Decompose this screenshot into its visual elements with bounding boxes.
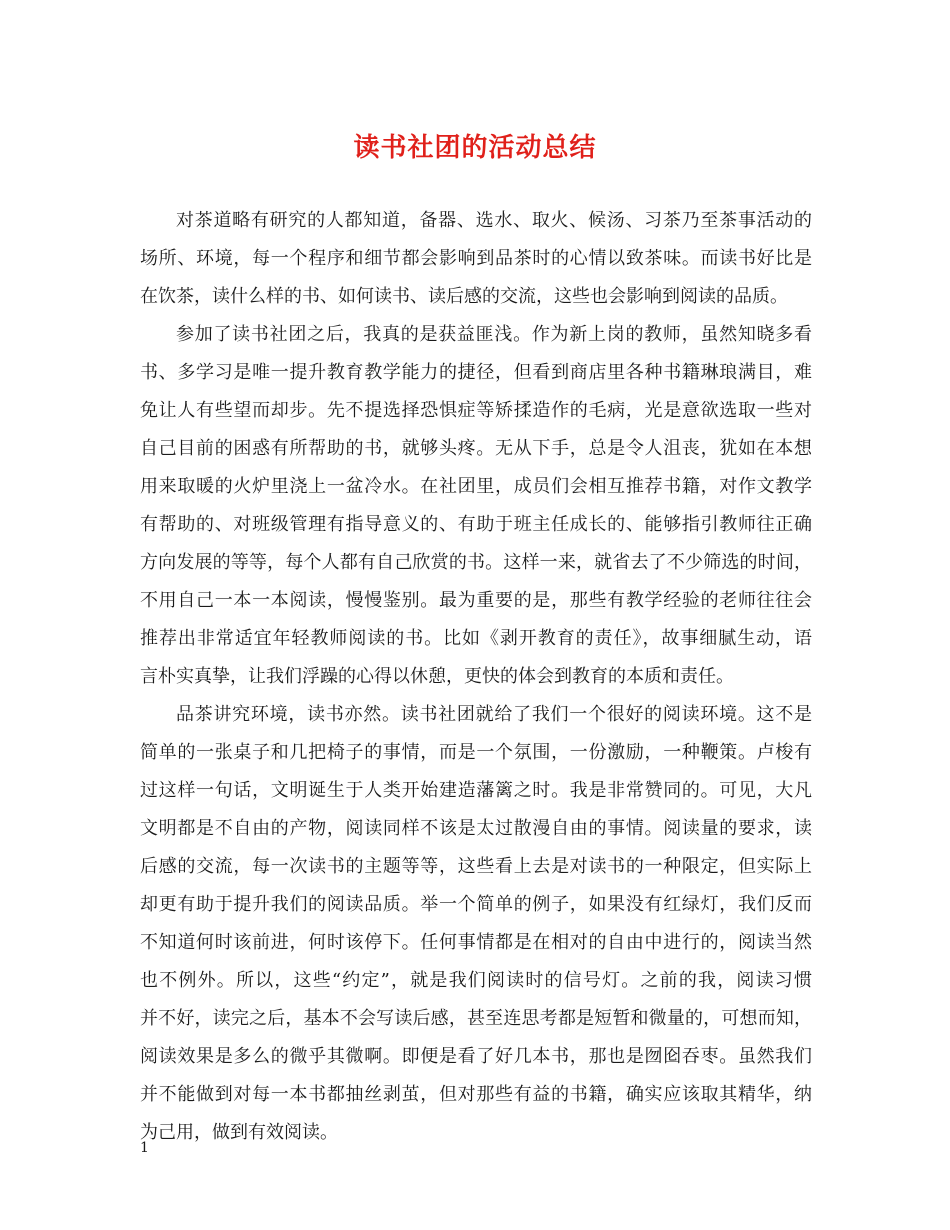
text-line: 参加了读书社团之后，我真的是获益匪浅。作为新上岗的教师，虽然知晓多看 (176, 324, 812, 345)
text-line: 阅读效果是多么的微乎其微啊。即便是看了好几本书，那也是囫囵吞枣。虽然我们 (140, 1046, 812, 1067)
text-line: 对茶道略有研究的人都知道，备器、选水、取火、候汤、习茶乃至茶事活动的 (176, 210, 812, 231)
text-line: 言朴实真挚，让我们浮躁的心得以休憩，更快的体会到教育的本质和责任。 (140, 666, 734, 687)
text-line: 方向发展的等等，每个人都有自己欣赏的书。这样一来，就省去了不少筛选的时间， (140, 552, 812, 573)
text-line: 免让人有些望而却步。先不提选择恐惧症等矫揉造作的毛病，光是意欲选取一些对 (140, 400, 812, 421)
text-line: 在饮茶，读什么样的书、如何读书、读后感的交流，这些也会影响到阅读的品质。 (140, 286, 788, 307)
text-line: 有帮助的、对班级管理有指导意义的、有助于班主任成长的、能够指引教师往正确 (140, 514, 812, 535)
document-title: 读书社团的活动总结 (353, 133, 597, 163)
text-line: 推荐出非常适宜年轻教师阅读的书。比如《剥开教育的责任》，故事细腻生动，语 (140, 628, 812, 649)
text-line: 也不例外。所以，这些“约定”，就是我们阅读时的信号灯。之前的我，阅读习惯 (140, 970, 812, 991)
text-line: 却更有助于提升我们的阅读品质。举一个简单的例子，如果没有红绿灯，我们反而 (140, 894, 812, 915)
text-line: 为己用，做到有效阅读。 (140, 1122, 338, 1143)
text-line: 品茶讲究环境，读书亦然。读书社团就给了我们一个很好的阅读环境。这不是 (176, 704, 812, 725)
text-line: 用来取暖的火炉里浇上一盆冷水。在社团里，成员们会相互推荐书籍，对作文教学 (140, 476, 812, 497)
page-number: 1 (140, 1140, 149, 1156)
text-line: 自己目前的困惑有所帮助的书，就够头疼。无从下手，总是令人沮丧，犹如在本想 (140, 438, 812, 459)
text-line: 并不好，读完之后，基本不会写读后感，甚至连思考都是短暂和微量的，可想而知， (140, 1008, 812, 1029)
text-line: 过这样一句话，文明诞生于人类开始建造藩篱之时。我是非常赞同的。可见，大凡 (140, 780, 812, 801)
text-line: 文明都是不自由的产物，阅读同样不该是太过散漫自由的事情。阅读量的要求，读 (140, 818, 812, 839)
text-line: 不知道何时该前进，何时该停下。任何事情都是在相对的自由中进行的，阅读当然 (140, 932, 812, 953)
text-line: 不用自己一本一本阅读，慢慢鉴别。最为重要的是，那些有教学经验的老师往往会 (140, 590, 812, 611)
text-line: 并不能做到对每一本书都抽丝剥茧，但对那些有益的书籍，确实应该取其精华，纳 (140, 1084, 812, 1105)
text-line: 简单的一张桌子和几把椅子的事情，而是一个氛围，一份激励，一种鞭策。卢梭有 (140, 742, 812, 763)
text-line: 场所、环境，每一个程序和细节都会影响到品茶时的心情以致茶味。而读书好比是 (140, 248, 812, 269)
text-line: 后感的交流，每一次读书的主题等等，这些看上去是对读书的一种限定，但实际上 (140, 856, 812, 877)
text-line: 书、多学习是唯一提升教育教学能力的捷径，但看到商店里各种书籍琳琅满目，难 (140, 362, 812, 383)
